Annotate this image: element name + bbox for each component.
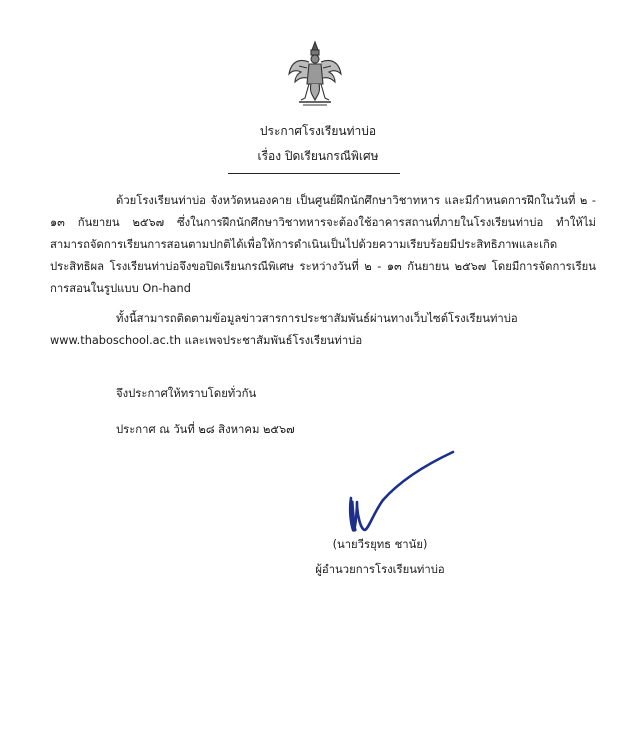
- signatory-name: (นายวีรยุทธ ชานัย): [332, 538, 428, 551]
- signature-image: [343, 450, 458, 540]
- body-paragraph-2: ทั้งนี้สามารถติดตามข้อมูลข่าวสารการประชาสัมพันธ์ผ่านทางเว็บไซต์โรงเรียนท่าบ่อ www.thaboschool.ac.th และเพจประชาสัมพันธ์โรงเรียนท่าบ่อ: [50, 312, 518, 347]
- announcement-subject: เรื่อง ปิดเรียนกรณีพิเศษ: [257, 149, 379, 163]
- announcement-body: [50, 190, 596, 352]
- announcement-date: ประกาศ ณ วันที่ ๒๘ สิงหาคม ๒๕๖๗: [116, 423, 295, 436]
- header-divider: [228, 173, 400, 174]
- garuda-emblem-icon: [287, 40, 343, 108]
- body-paragraph-1: ด้วยโรงเรียนท่าบ่อ จังหวัดหนองคาย เป็นศูนย์ฝึกนักศึกษาวิชาทหาร และมีกำหนดการฝึกในวันที่ ๒ - ๑๓ กันยายน ๒๕๖๗ ซึ่งในการฝึกนักศึกษาวิชาทหารจะต้องใช้อาคารสถานที่ภายในโรงเรียนท่าบ่อ ทำให้ไม่สามารถจัดการเรียนการสอนตามปกติได้เพื่อให้การดำเนินเป็นไปด้วยความเรียบร้อยมีประสิทธิภาพและเกิดประสิทธิผล โรงเรียนท่าบ่อจึงขอปิดเรียนกรณีพิเศษ ระหว่างวันที่ ๒ - ๑๓ กันยายน ๒๕๖๗ โดยมีการจัดการเรียนการสอนในรูปแบบ On-hand: [50, 194, 596, 295]
- signatory-position: ผู้อำนวยการโรงเรียนท่าบ่อ: [315, 563, 445, 576]
- announcement-title: ประกาศโรงเรียนท่าบ่อ: [259, 124, 377, 138]
- closing-statement: จึงประกาศให้ทราบโดยทั่วกัน: [116, 387, 257, 400]
